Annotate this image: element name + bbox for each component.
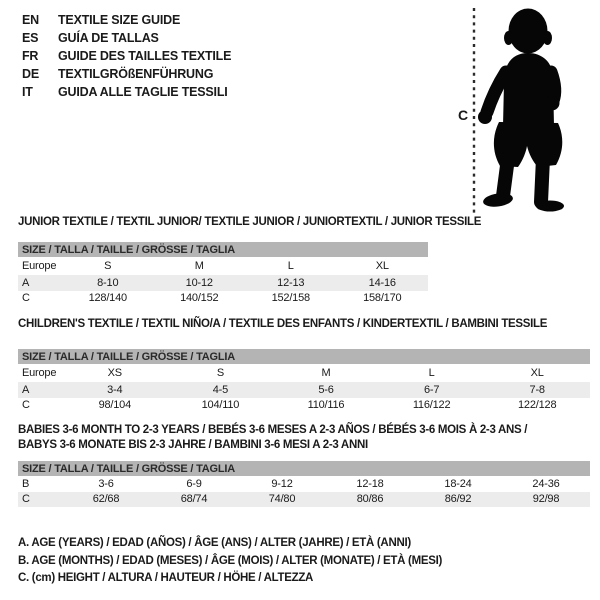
section-junior xyxy=(18,215,482,306)
babies-section-heading: BABIES 3-6 MONTH TO 2-3 YEARS / BEBÉS 3-6 MESES A 2-3 AÑOS / BÉBÉS 3-6 MOIS À 2-3 ANS / xyxy=(18,424,528,436)
language-guide xyxy=(22,11,231,101)
language-code: FR xyxy=(22,49,39,63)
footnotes xyxy=(18,535,442,588)
language-code: ES xyxy=(22,31,39,45)
language-code: EN xyxy=(22,13,39,27)
table-row xyxy=(18,398,590,414)
row-label: C xyxy=(22,292,30,305)
table-row xyxy=(18,382,590,398)
language-row xyxy=(22,83,231,101)
value-cell: 86/92 xyxy=(444,493,472,506)
language-title: GUÍA DE TALLAS xyxy=(58,31,159,45)
value-cell: 12-18 xyxy=(356,477,384,490)
value-cell: 98/104 xyxy=(98,399,132,412)
footnote-c: C. (cm) HEIGHT / ALTURA / HAUTEUR / HÖHE / ALTEZZA xyxy=(18,572,314,584)
value-cell: 10-12 xyxy=(185,276,213,289)
size-cell: S xyxy=(216,367,224,379)
size-cell: S xyxy=(104,260,112,272)
value-cell: 14-16 xyxy=(368,276,396,289)
value-cell: 8-10 xyxy=(97,276,119,289)
table-row xyxy=(18,291,428,307)
size-table-header: SIZE / TALLA / TAILLE / GRÖSSE / TAGLIA xyxy=(18,349,590,364)
language-title: GUIDE DES TAILLES TEXTILE xyxy=(58,49,232,63)
table-row xyxy=(18,275,428,291)
size-cell: XL xyxy=(375,260,389,272)
row-label: B xyxy=(22,477,30,490)
language-code: IT xyxy=(22,85,33,99)
language-title: GUIDA ALLE TAGLIE TESSILI xyxy=(58,85,228,99)
row-label: A xyxy=(22,276,30,289)
value-cell: 6-9 xyxy=(186,477,202,490)
footnote-b: B. AGE (MONTHS) / EDAD (MESES) / ÂGE (MOIS) / ALTER (MONATE) / ETÀ (MESI) xyxy=(18,554,443,567)
language-row xyxy=(22,47,231,65)
value-cell: 68/74 xyxy=(180,493,208,506)
table-row xyxy=(18,476,590,492)
babies-section-heading-line2: BABYS 3-6 MONATE BIS 2-3 JAHRE / BAMBINI 3-6 MESI A 2-3 ANNI xyxy=(18,439,368,451)
language-row xyxy=(22,65,231,83)
language-code: DE xyxy=(22,67,39,81)
size-cell: M xyxy=(321,367,331,379)
toddler-figure xyxy=(440,0,600,220)
row-label: C xyxy=(22,493,30,506)
junior-section-heading: JUNIOR TEXTILE / TEXTIL JUNIOR/ TEXTILE JUNIOR / JUNIORTEXTIL / JUNIOR TESSILE xyxy=(18,216,482,228)
junior-size-table xyxy=(18,242,428,306)
height-measure-label: C xyxy=(457,107,469,123)
row-label: Europe xyxy=(22,367,57,379)
value-cell: 5-6 xyxy=(318,383,334,396)
value-cell: 24-36 xyxy=(532,477,560,490)
size-cell: L xyxy=(428,367,435,379)
language-title: TEXTILGRÖßENFÜHRUNG xyxy=(58,67,214,81)
table-row xyxy=(18,364,590,382)
value-cell: 110/116 xyxy=(307,399,345,412)
row-label: C xyxy=(22,399,30,412)
children-section-heading: CHILDREN'S TEXTILE / TEXTIL NIÑO/A / TEXTILE DES ENFANTS / KINDERTEXTIL / BAMBINI TESSILE xyxy=(18,318,548,330)
value-cell: 104/110 xyxy=(201,399,240,412)
value-cell: 9-12 xyxy=(271,477,293,490)
row-label: Europe xyxy=(22,260,57,272)
babies-size-table xyxy=(18,461,590,507)
language-row xyxy=(22,29,231,47)
value-cell: 140/152 xyxy=(180,292,219,305)
value-cell: 122/128 xyxy=(518,399,557,412)
table-row xyxy=(18,492,590,508)
value-cell: 158/170 xyxy=(363,292,402,305)
size-table-header: SIZE / TALLA / TAILLE / GRÖSSE / TAGLIA xyxy=(18,242,428,257)
value-cell: 92/98 xyxy=(532,493,560,506)
language-row xyxy=(22,11,231,29)
value-cell: 152/158 xyxy=(271,292,310,305)
table-row xyxy=(18,257,428,275)
section-babies xyxy=(18,423,590,507)
value-cell: 7-8 xyxy=(529,383,545,396)
footnote-a: A. AGE (YEARS) / EDAD (AÑOS) / ÂGE (ANS) / ALTER (JAHRE) / ETÀ (ANNI) xyxy=(18,537,411,549)
value-cell: 116/122 xyxy=(412,399,451,412)
value-cell: 80/86 xyxy=(356,493,384,506)
row-label: A xyxy=(22,383,30,396)
value-cell: 18-24 xyxy=(444,477,472,490)
language-title: TEXTILE SIZE GUIDE xyxy=(58,13,181,27)
size-cell: M xyxy=(194,260,204,272)
children-size-table xyxy=(18,349,590,413)
value-cell: 12-13 xyxy=(277,276,305,289)
value-cell: 62/68 xyxy=(92,493,120,506)
value-cell: 3-4 xyxy=(107,383,123,396)
section-children xyxy=(18,317,590,413)
size-cell: XS xyxy=(107,367,122,379)
value-cell: 128/140 xyxy=(88,292,127,305)
size-cell: L xyxy=(287,260,294,272)
size-table-header: SIZE / TALLA / TAILLE / GRÖSSE / TAGLIA xyxy=(18,461,590,476)
value-cell: 3-6 xyxy=(98,477,114,490)
size-cell: XL xyxy=(530,367,544,379)
value-cell: 6-7 xyxy=(423,383,440,396)
value-cell: 74/80 xyxy=(268,493,296,506)
toddler-silhouette-icon xyxy=(478,9,564,212)
value-cell: 4-5 xyxy=(212,383,229,396)
